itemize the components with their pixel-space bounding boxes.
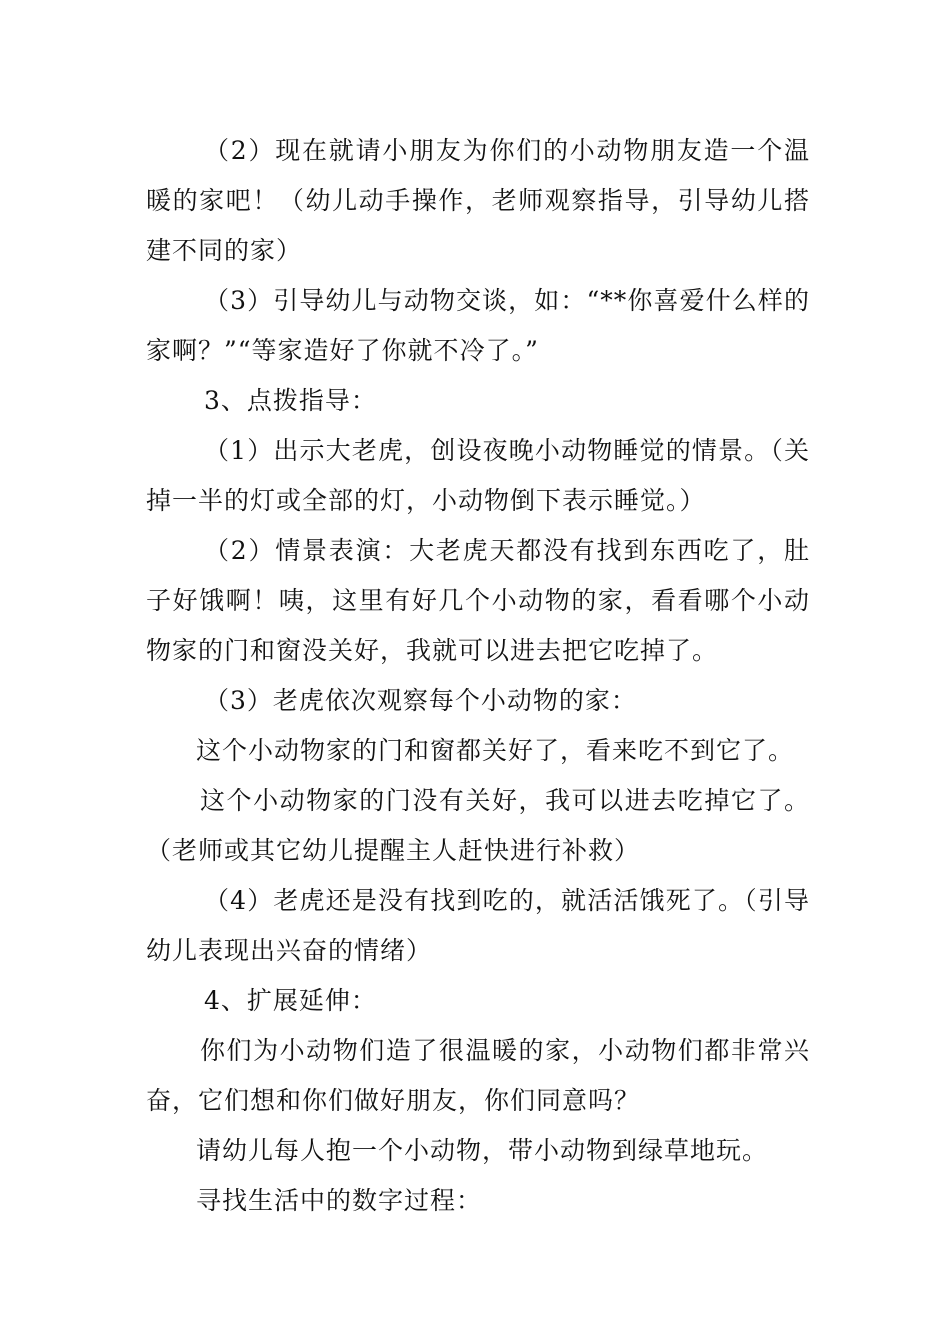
- paragraph-hug-animal: 请幼儿每人抱一个小动物，带小动物到绿草地玩。: [196, 1136, 769, 1165]
- paragraph-build-home: （2）现在就请小朋友为你们的小动物朋友造一个温暖的家吧！（幼儿动手操作，老师观察指导，引导幼儿搭建不同的家）: [146, 136, 810, 265]
- paragraph-show-tiger: （1）出示大老虎，创设夜晚小动物睡觉的情景。（关掉一半的灯或全部的灯，小动物倒下表示睡觉。）: [146, 436, 810, 515]
- document-body: [146, 126, 810, 1226]
- paragraph-talk-animals: （3）引导幼儿与动物交谈，如：“**你喜爱什么样的家啊？”“等家造好了你就不冷了。”: [146, 286, 810, 365]
- section-heading-guidance: 3、点拨指导：: [204, 386, 377, 415]
- paragraph-scene-play: （2）情景表演：大老虎天都没有找到东西吃了，肚子好饿啊！咦，这里有好几个小动物的家，看看哪个小动物家的门和窗没关好，我就可以进去把它吃掉了。: [146, 536, 810, 665]
- paragraph-tiger-observe: （3）老虎依次观察每个小动物的家：: [204, 686, 637, 715]
- section-heading-extension: 4、扩展延伸：: [204, 986, 377, 1015]
- paragraph-doors-closed: 这个小动物家的门和窗都关好了，看来吃不到它了。: [196, 736, 795, 765]
- paragraph-warm-homes: 你们为小动物们造了很温暖的家，小动物们都非常兴奋，它们想和你们做好朋友，你们同意吗？: [146, 1036, 810, 1115]
- paragraph-tiger-starves: （4）老虎还是没有找到吃的，就活活饿死了。（引导幼儿表现出兴奋的情绪）: [146, 886, 810, 965]
- paragraph-door-open: 这个小动物家的门没有关好，我可以进去吃掉它了。（老师或其它幼儿提醒主人赶快进行补救）: [146, 786, 810, 865]
- paragraph-find-numbers: 寻找生活中的数字过程：: [196, 1186, 483, 1215]
